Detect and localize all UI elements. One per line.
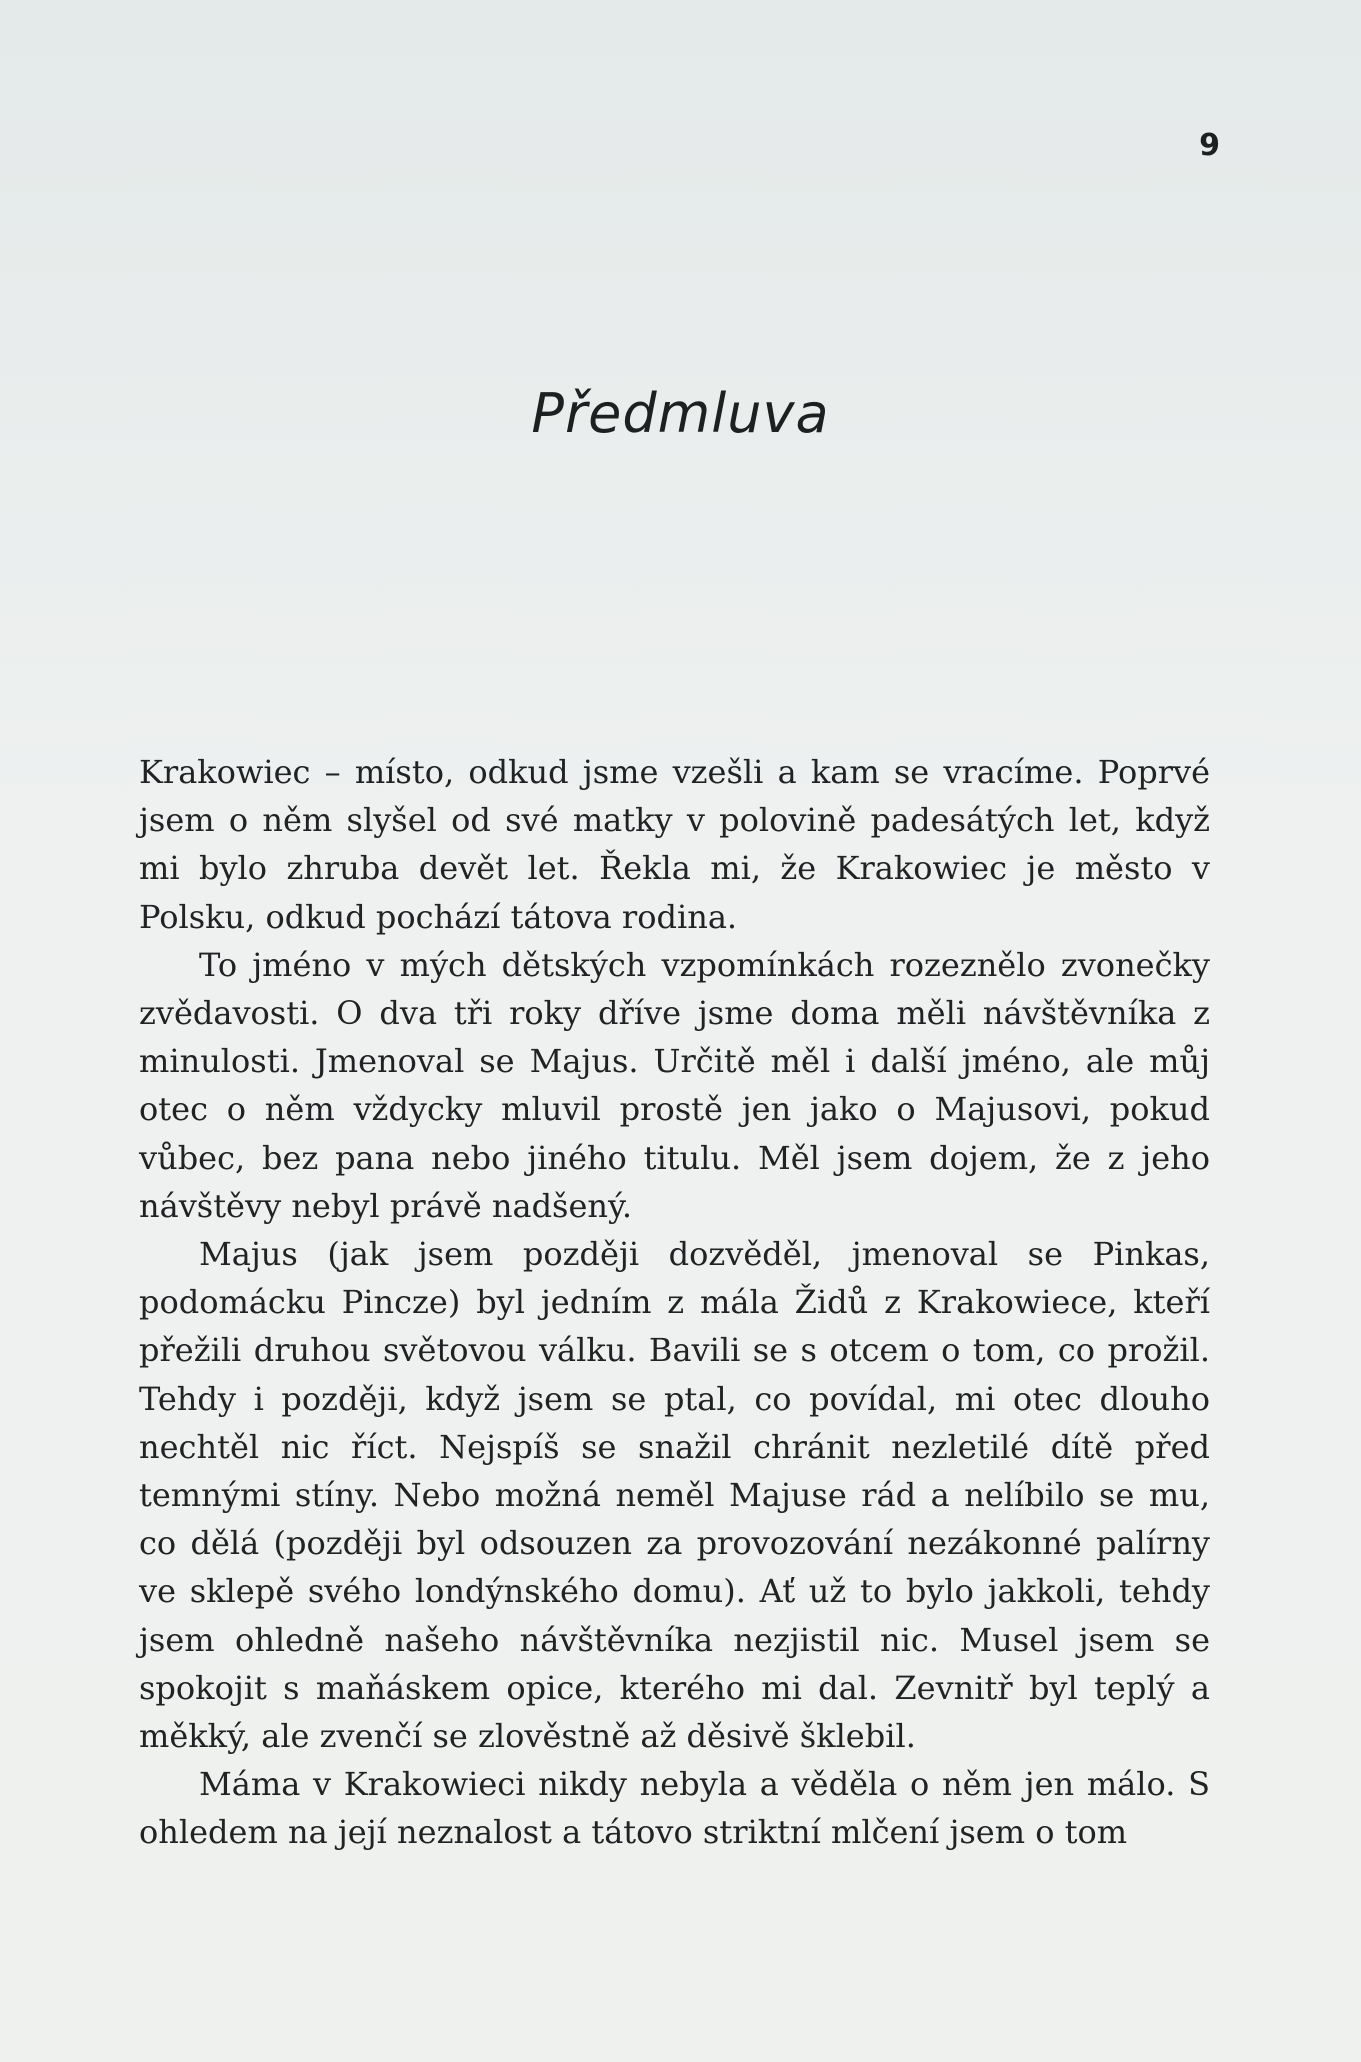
paragraph: Krakowiec – místo, odkud jsme vzešli a kam se vracíme. Poprvé jsem o něm slyšel od své matky v polovině padesátých let, když mi bylo zhruba devět let. Řekla mi, že Krakowiec je město v Polsku, odkud pochází tátova rodina. bbox=[139, 753, 1210, 936]
chapter-title: Předmluva bbox=[531, 382, 830, 445]
paragraph: Máma v Krakowieci nikdy nebyla a věděla o něm jen málo. S ohledem na její neznalost a tátovo striktní mlčení jsem o tom bbox=[139, 1765, 1210, 1852]
paragraph: To jméno v mých dětských vzpomínkách rozeznělo zvonečky zvědavosti. O dva tři roky dříve jsme doma měli návštěvníka z minulosti. Jmenoval se Majus. Určitě měl i další jméno, ale můj otec o něm vždycky mluvil prostě jen jako o Majusovi, pokud vůbec, bez pana nebo jiného titulu. Měl jsem dojem, že z jeho návštěvy nebyl právě nadšený. bbox=[139, 945, 1210, 1225]
body-text bbox=[139, 748, 1210, 1857]
page-number: 9 bbox=[1199, 128, 1220, 163]
paragraph: Majus (jak jsem později dozvěděl, jmenoval se Pinkas, podomácku Pincze) byl jedním z mála Židů z Krakowiece, kteří přežili druhou světovou válku. Bavili se s otcem o tom, co prožil. Tehdy i později, když jsem se ptal, co povídal, mi otec dlouho nechtěl nic říct. Nejspíš se snažil chránit nezletilé dítě před temnými stíny. Nebo možná neměl Majuse rád a nelíbilo se mu, co dělá (později byl odsouzen za provozování nezákonné palírny ve sklepě svého londýnského domu). Ať už to bylo jakkoli, tehdy jsem ohledně našeho návštěvníka nezjistil nic. Musel jsem se spokojit s maňáskem opice, kterého mi dal. Zevnitř byl teplý a měkký, ale zvenčí se zlověstně až děsivě šklebil. bbox=[139, 1235, 1210, 1756]
